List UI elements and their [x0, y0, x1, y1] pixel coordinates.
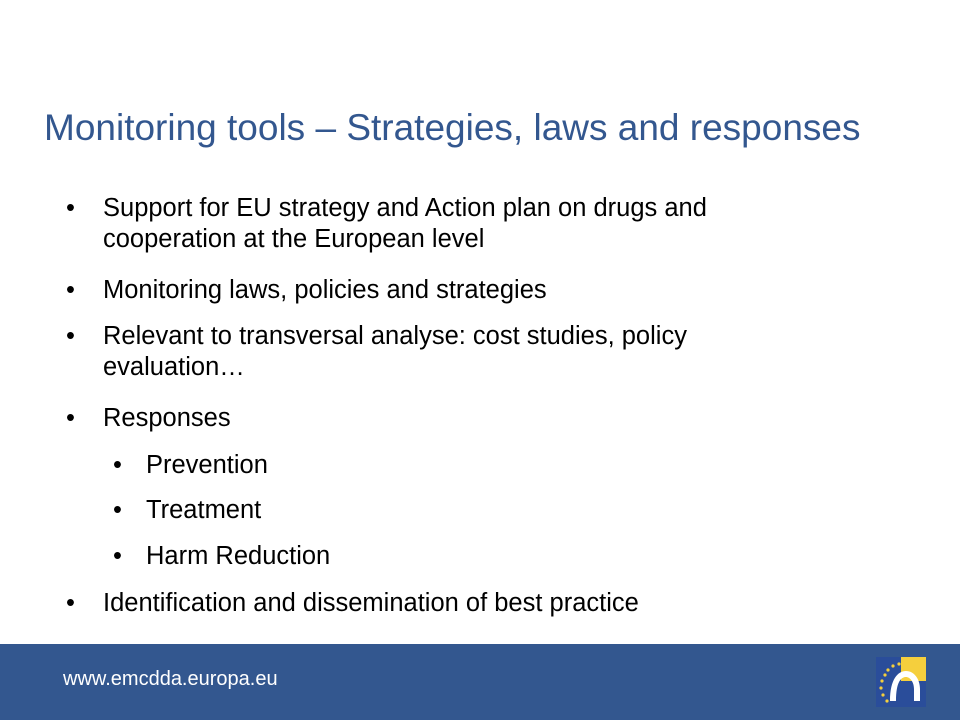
- sub-bullet-item: [113, 450, 813, 481]
- bullet-line: Support for EU strategy and Action plan on drugs and: [103, 194, 707, 222]
- bullet-text: [103, 321, 687, 383]
- bullet-text: Monitoring laws, policies and strategies: [103, 276, 547, 304]
- bullet-line: cooperation at the European level: [103, 225, 485, 253]
- bullet-item: [66, 588, 886, 619]
- bullet-item: [66, 403, 886, 434]
- bullet-dot: •: [113, 451, 122, 479]
- bullet-text: Responses: [103, 404, 231, 432]
- bullet-dot: •: [66, 589, 75, 617]
- website-url: www.emcdda.europa.eu: [63, 668, 278, 690]
- sub-bullet-item: [113, 495, 813, 526]
- footer-band: [0, 644, 960, 720]
- bullet-dot: •: [113, 542, 122, 570]
- bullet-dot: •: [66, 276, 75, 304]
- bullet-item: [66, 275, 886, 306]
- bullet-text: Treatment: [146, 496, 262, 524]
- bullet-dot: •: [113, 496, 122, 524]
- slide-title: Monitoring tools – Strategies, laws and responses: [44, 107, 861, 148]
- bullet-text: Harm Reduction: [146, 542, 331, 570]
- bullet-dot: •: [66, 322, 75, 350]
- sub-bullet-item: [113, 541, 813, 572]
- bullet-text: Prevention: [146, 451, 268, 479]
- bullet-line: evaluation…: [103, 353, 245, 381]
- bullet-text: Identification and dissemination of best practice: [103, 589, 639, 617]
- bullet-text: [103, 193, 707, 255]
- bullet-line: Relevant to transversal analyse: cost studies, policy: [103, 322, 687, 350]
- emcdda-eu-logo-icon: [876, 657, 926, 707]
- bullet-item: [66, 193, 886, 255]
- bullet-dot: •: [66, 404, 75, 432]
- bullet-item: [66, 321, 886, 383]
- bullet-dot: •: [66, 194, 75, 222]
